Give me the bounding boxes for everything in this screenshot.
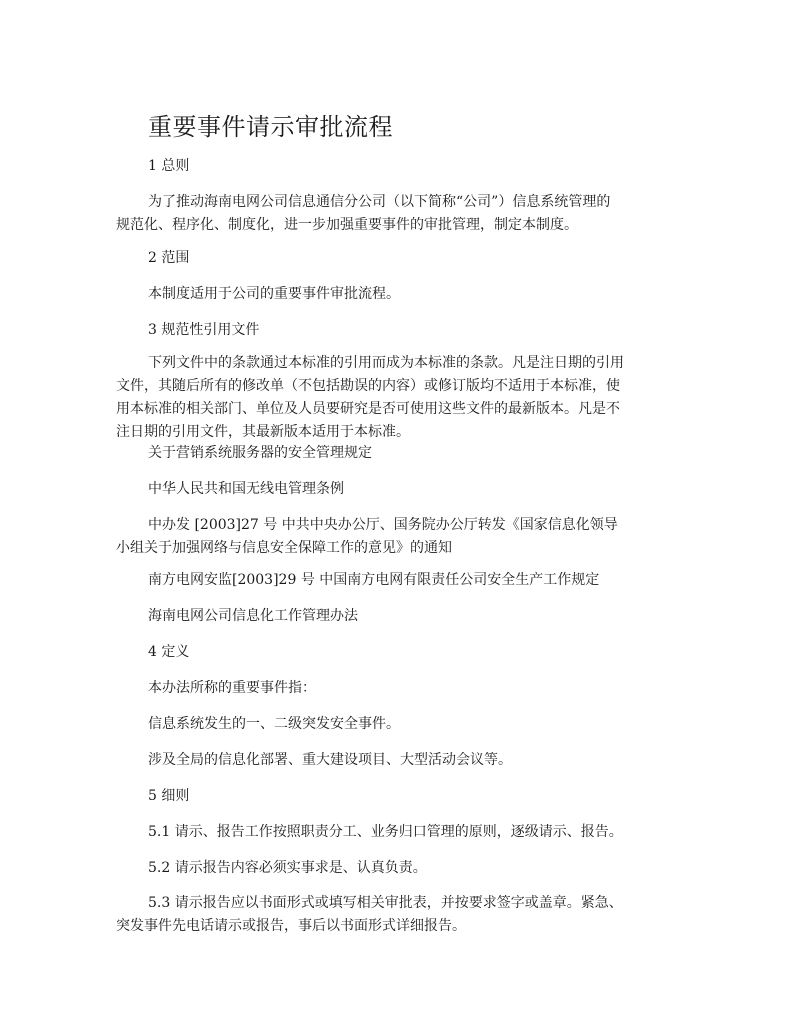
rule-5-2: 5.2 请示报告内容必须实事求是、认真负责。 <box>148 860 427 876</box>
section-5-heading: 5 细则 <box>148 788 190 804</box>
section-3-paragraph <box>116 352 676 444</box>
section-3-line-2: 文件，其随后所有的修改单（不包括勘误的内容）或修订版均不适用于本标准，使 <box>116 378 620 394</box>
section-4-paragraph: 本办法所称的重要事件指： <box>148 680 316 696</box>
rule-5-3-line-1: 5.3 请示报告应以书面形式或填写相关审批表，并按要求签字或盖章。紧急、 <box>148 895 623 911</box>
section-1-paragraph <box>116 191 676 237</box>
section-2-heading: 2 范围 <box>148 250 190 266</box>
section-3-heading: 3 规范性引用文件 <box>148 322 260 338</box>
reference-4: 南方电网安监[2003]29 号 中国南方电网有限责任公司安全生产工作规定 <box>148 572 600 588</box>
section-3-line-1: 下列文件中的条款通过本标准的引用而成为本标准的条款。凡是注日期的引用 <box>148 355 624 371</box>
reference-5: 海南电网公司信息化工作管理办法 <box>148 608 358 624</box>
rule-5-3-line-2: 突发事件先电话请示或报告，事后以书面形式详细报告。 <box>116 918 466 934</box>
section-3-line-3: 用本标准的相关部门、单位及人员要研究是否可使用这些文件的最新版本。凡是不 <box>116 401 620 417</box>
rule-5-3 <box>116 892 676 938</box>
section-1-line-1: 为了推动海南电网公司信息通信分公司（以下简称“公司”）信息系统管理的 <box>148 194 611 210</box>
reference-3 <box>116 514 676 560</box>
reference-1: 关于营销系统服务器的安全管理规定 <box>148 445 372 461</box>
section-1-heading: 1 总则 <box>148 158 190 174</box>
definition-item-2: 涉及全局的信息化部署、重大建设项目、大型活动会议等。 <box>148 752 512 768</box>
rule-5-1: 5.1 请示、报告工作按照职责分工、业务归口管理的原则，逐级请示、报告。 <box>148 824 623 840</box>
document-title: 重要事件请示审批流程 <box>148 113 393 141</box>
section-3-line-4: 注日期的引用文件，其最新版本适用于本标准。 <box>116 424 410 440</box>
definition-item-1: 信息系统发生的一、二级突发安全事件。 <box>148 716 400 732</box>
section-1-line-2: 规范化、程序化、制度化，进一步加强重要事件的审批管理，制定本制度。 <box>116 217 578 233</box>
section-2-paragraph: 本制度适用于公司的重要事件审批流程。 <box>148 286 400 302</box>
reference-3-line-2: 小组关于加强网络与信息安全保障工作的意见》的通知 <box>116 540 452 556</box>
reference-3-line-1: 中办发 [2003]27 号 中共中央办公厅、国务院办公厅转发《国家信息化领导 <box>148 517 618 533</box>
section-4-heading: 4 定义 <box>148 644 190 660</box>
reference-2: 中华人民共和国无线电管理条例 <box>148 481 344 497</box>
